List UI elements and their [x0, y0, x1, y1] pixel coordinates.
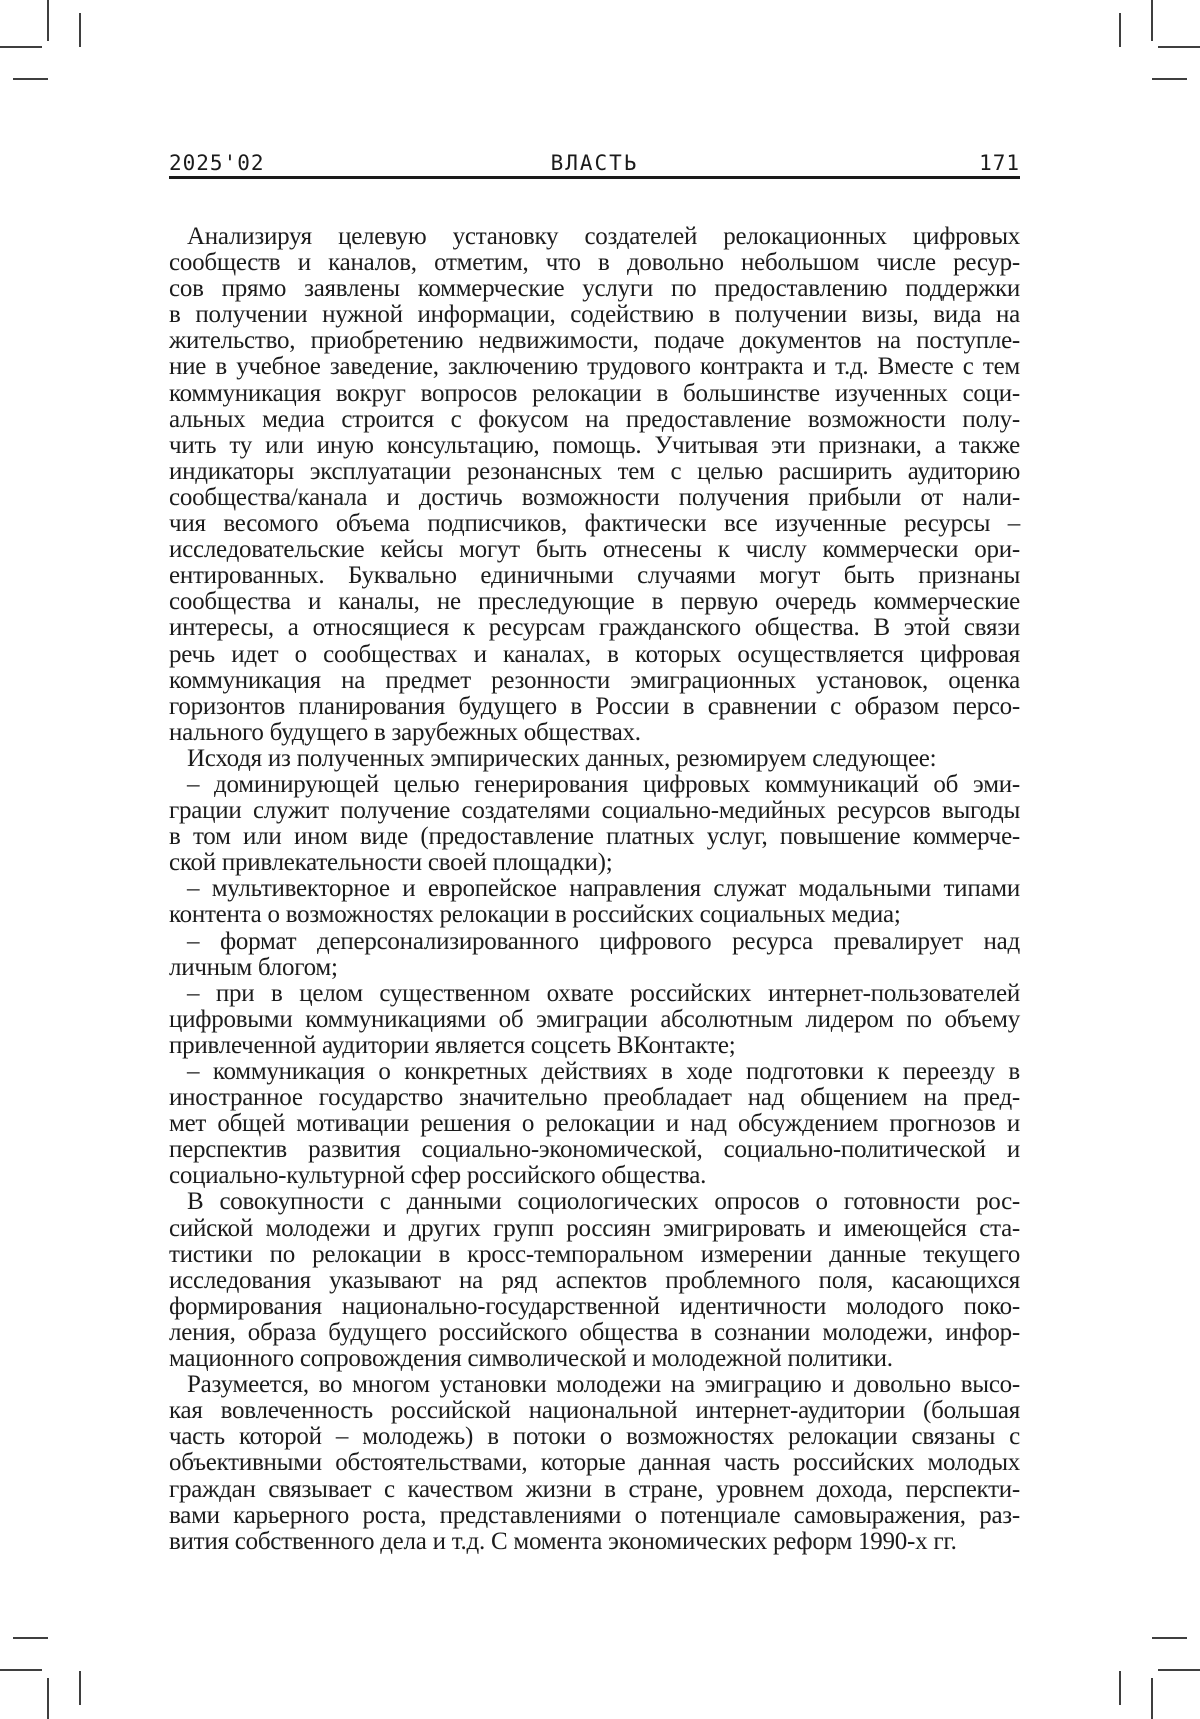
crop-mark-bottom-right-v-outer	[1151, 1678, 1153, 1719]
text-line: коммуникация вокруг вопросов релокации в большинстве изученных соци-	[169, 379, 1020, 407]
text-line: – коммуникация о конкретных действиях в ходе подготовки к переезду в	[187, 1058, 1020, 1085]
text-line: исследования указывают на ряд аспектов проблемного поля, касающихся	[169, 1266, 1020, 1294]
header-page-number: 171	[979, 151, 1020, 175]
text-line: личным блогом;	[169, 953, 338, 981]
text-line: – доминирующей целью генерирования цифровых коммуникаций об эми-	[187, 770, 1020, 798]
text-line: ления, образа будущего российского общества в сознании молодежи, инфор-	[169, 1318, 1020, 1346]
text-line: сообщества/канала и достичь возможности получения прибыли от нали-	[169, 483, 1020, 511]
text-line: иностранное государство значительно преобладает над общением на пред-	[169, 1084, 1020, 1112]
text-line: грации служит получение создателями социально-медийных ресурсов выгоды	[169, 797, 1020, 825]
text-line: перспектив развития социально-экономической, социально-политической и	[169, 1136, 1020, 1164]
paragraph-3	[169, 772, 1020, 876]
paragraph-9	[169, 1372, 1020, 1555]
text-line: объективными обстоятельствами, которые данная часть российских молодых	[169, 1449, 1020, 1477]
page-header	[169, 151, 1020, 173]
text-line: – при в целом существенном охвате российских интернет-пользователей	[187, 979, 1020, 1007]
header-rule	[169, 176, 1020, 179]
text-line: коммуникация на предмет резонности эмиграционных установок, оценка	[169, 666, 1020, 694]
text-line: речь идет о сообществах и каналах, в которых осуществляется цифровая	[169, 640, 1020, 668]
text-line: сообщества и каналы, не преследующие в первую очередь коммерческие	[169, 588, 1020, 616]
text-line: часть которой – молодежь) в потоки о возможностях релокации связаны с	[169, 1423, 1020, 1451]
text-line: альных медиа строится с фокусом на предоставление возможности полу-	[169, 405, 1020, 433]
header-issue: 2025'02	[169, 151, 265, 175]
article-body	[169, 224, 1020, 1555]
text-line: ние в учебное заведение, заключению трудового контракта и т.д. Вместе с тем	[169, 353, 1020, 381]
text-line: Исходя из полученных эмпирических данных, резюмируем следующее:	[187, 744, 937, 772]
crop-mark-bottom-left-v-outer	[47, 1678, 49, 1719]
text-line: мет общей мотивации решения о релокации и над обсуждением прогнозов и	[169, 1110, 1020, 1138]
text-line: сов прямо заявлены коммерческие услуги по предоставлению поддержки	[169, 275, 1020, 303]
text-line: привлеченной аудитории является соцсеть ВКонтакте;	[169, 1031, 736, 1059]
text-line: тистики по релокации в кросс-темпоральном измерении данные текущего	[169, 1240, 1020, 1268]
text-line: сообществ и каналов, отметим, что в довольно небольшом числе ресур-	[169, 249, 1020, 277]
text-line: жительство, приобретению недвижимости, подаче документов на поступле-	[169, 327, 1020, 355]
crop-mark-bottom-left-h-inner	[13, 1637, 48, 1639]
text-line: ской привлекательности своей площадки);	[169, 849, 613, 877]
text-line: исследовательские кейсы могут быть отнесены к числу коммерчески ори-	[169, 536, 1020, 564]
text-line: – формат деперсонализированного цифрового ресурса превалирует над	[187, 927, 1020, 955]
paragraph-8	[169, 1189, 1020, 1372]
text-line: мационного сопровождения символической и молодежной политики.	[169, 1345, 893, 1373]
text-line: контента о возможностях релокации в российских социальных медиа;	[169, 901, 901, 929]
crop-mark-top-left-h-inner	[13, 78, 48, 80]
text-line: кая вовлеченность российской национальной интернет-аудитории (большая	[169, 1397, 1020, 1425]
text-line: индикаторы эксплуатации резонансных тем с целью расширить аудиторию	[169, 457, 1020, 485]
header-journal-title: ВЛАСТЬ	[550, 151, 639, 175]
text-line: чия весомого объема подписчиков, фактически все изученные ресурсы –	[169, 510, 1020, 538]
text-line: цифровыми коммуникациями об эмиграции абсолютным лидером по объему	[169, 1005, 1020, 1033]
crop-mark-bottom-left-h-outer	[0, 1669, 42, 1671]
text-line: вития собственного дела и т.д. С момента экономических реформ 1990-х гг.	[169, 1527, 957, 1555]
crop-mark-bottom-right-h-outer	[1158, 1669, 1200, 1671]
text-line: формирования национально-государственной идентичности молодого поко-	[169, 1292, 1020, 1320]
paragraph-1	[169, 224, 1020, 746]
text-line: нального будущего в зарубежных обществах.	[169, 718, 641, 746]
paragraph-4	[169, 876, 1020, 928]
crop-mark-bottom-right-v-inner	[1119, 1671, 1121, 1705]
paragraph-7	[169, 1059, 1020, 1189]
crop-mark-bottom-right-h-inner	[1152, 1637, 1187, 1639]
text-line: вами карьерного роста, представлениями о потенциале самовыражения, раз-	[169, 1501, 1020, 1529]
crop-mark-top-left-v-outer	[47, 0, 49, 41]
text-line: социально-культурной сфер российского общества.	[169, 1162, 707, 1190]
text-line: В совокупности с данными социологических опросов о готовности рос-	[187, 1188, 1020, 1216]
crop-mark-top-left-v-inner	[79, 13, 81, 47]
text-line: Анализируя целевую установку создателей релокационных цифровых	[187, 223, 1020, 250]
text-line: – мультивекторное и европейское направления служат модальными типами	[187, 875, 1020, 903]
text-line: ентированных. Буквально единичными случаями могут быть признаны	[169, 562, 1020, 590]
crop-mark-top-right-h-inner	[1152, 78, 1187, 80]
text-line: горизонтов планирования будущего в России в сравнении с образом персо-	[169, 692, 1020, 720]
paragraph-2	[169, 746, 1020, 772]
text-line: граждан связывает с качеством жизни в стране, уровнем дохода, перспекти-	[169, 1475, 1020, 1503]
paragraph-6	[169, 981, 1020, 1059]
text-line: Разумеется, во многом установки молодежи на эмиграцию и довольно высо-	[187, 1371, 1020, 1399]
paragraph-5	[169, 929, 1020, 981]
crop-mark-top-left-h-outer	[0, 46, 42, 48]
crop-mark-top-right-v-outer	[1151, 0, 1153, 41]
text-line: интересы, а относящиеся к ресурсам гражданского общества. В этой связи	[169, 614, 1020, 642]
crop-mark-bottom-left-v-inner	[79, 1671, 81, 1705]
text-line: чить ту или иную консультацию, помощь. Учитывая эти признаки, а также	[169, 431, 1020, 459]
text-line: в том или ином виде (предоставление платных услуг, повышение коммерче-	[169, 823, 1020, 851]
crop-mark-top-right-v-inner	[1119, 13, 1121, 47]
text-line: в получении нужной информации, содействию в получении визы, вида на	[169, 301, 1020, 329]
crop-mark-top-right-h-outer	[1158, 46, 1200, 48]
text-line: сийской молодежи и других групп россиян эмигрировать и имеющейся ста-	[169, 1214, 1020, 1242]
